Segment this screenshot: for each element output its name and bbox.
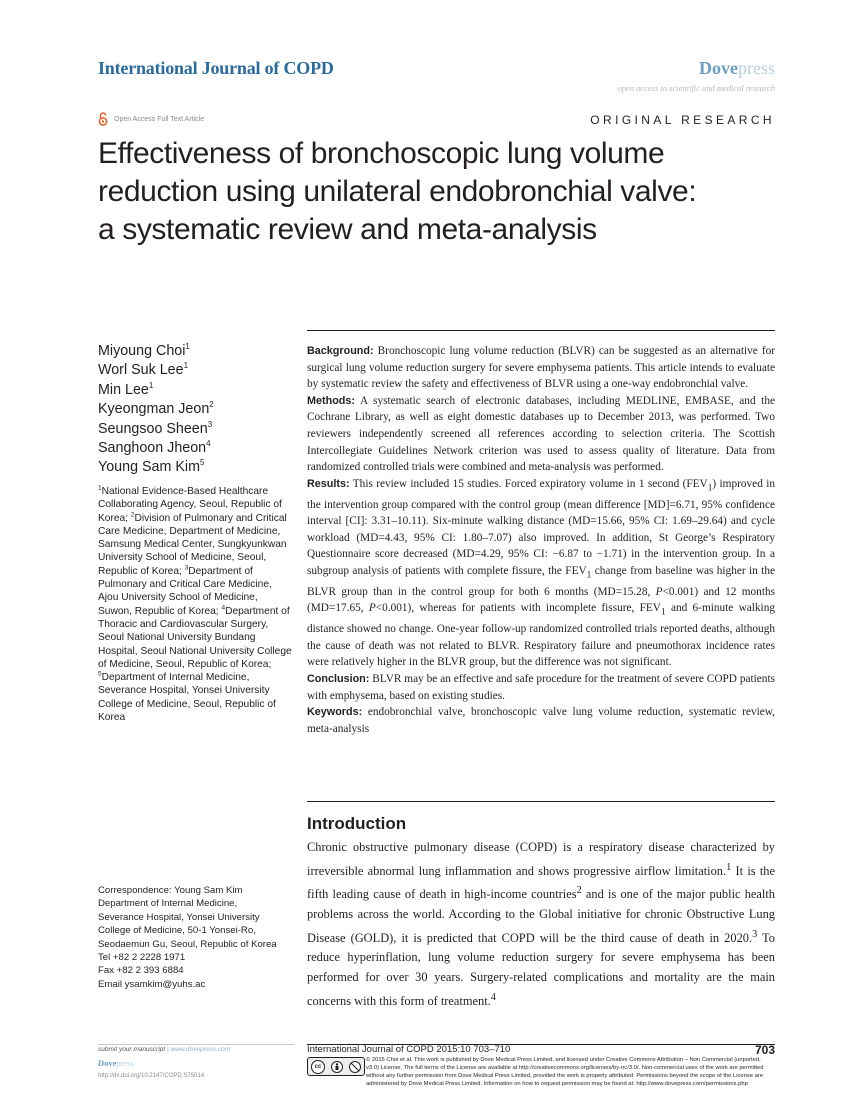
license-text: © 2015 Choi et al. This work is published by Dove Medical Press Limited, and licensed under Creative Commons Attribution – Non Commercial (unported, v3.0) License. The full terms of the License are available at http://creativecommons.org/licenses/by-nc/3.0/. Non-commercial uses of the work are permitted without any further permission from Dove Medical Press Limited, provided the work is properly attributed. Permissions beyond the scope of the License are administered by Dove Medical Press Limited. Information on how to request permission may be found at: http://www.dovepress.com/permissions.php bbox=[366, 1057, 764, 1087]
title-line: a systematic review and meta-analysis bbox=[98, 213, 597, 246]
introduction-paragraph: Chronic obstructive pulmonary disease (COPD) is a respiratory disease characterized by irreversible abnormal lung inflammation and shows progressive airflow limitation.$^1$ It is the fifth leading cause of death in high-income countries$^2$ and is one of the major public health problems across the world. According to the Global initiative for chronic Obstructive Lung Disease (GOLD), it is predicted that COPD will be the third cause of death in 2020.$^3$ To reduce hyperinflation, lung volume reduction surgery for severe emphysema has been performed for over 30 years. Surgery-related complications and mortality are the main concerns with this form of treatment.$^4$ bbox=[307, 840, 775, 1008]
correspondence-line: Department of Internal Medicine, bbox=[98, 898, 238, 910]
correspondence-line: Correspondence: Young Sam Kim bbox=[98, 885, 243, 896]
open-access-icon bbox=[98, 112, 108, 126]
title-line: reduction using unilateral endobronchial valve: bbox=[98, 175, 697, 208]
introduction-heading: Introduction bbox=[307, 814, 407, 833]
reference-link[interactable]: 1 bbox=[726, 861, 732, 873]
author: Young Sam Kim$^5$ bbox=[98, 458, 205, 476]
doi-link[interactable]: http://dx.doi.org/10.2147/COPD.S75014 bbox=[98, 1073, 205, 1079]
title-line: Effectiveness of bronchoscopic lung volume bbox=[98, 137, 665, 170]
correspondence-email[interactable]: Email ysamkim@yuhs.ac bbox=[98, 978, 206, 990]
abstract-top-rule bbox=[307, 330, 775, 331]
tagline: open access to scientific and medical research bbox=[617, 83, 775, 93]
reference-link[interactable]: 4 bbox=[490, 991, 496, 1003]
author: Sanghoon Jheon$^4$ bbox=[98, 439, 211, 457]
abstract bbox=[307, 343, 775, 737]
correspondence-line: Seodaemun Gu, Seoul, Republic of Korea bbox=[98, 938, 277, 950]
citation: International Journal of COPD 2015:10 703–710 bbox=[307, 1044, 511, 1055]
correspondence-line: College of Medicine, 50-1 Yonsei-Ro, bbox=[98, 925, 256, 937]
cc-license-badge[interactable] bbox=[307, 1057, 365, 1076]
noncommercial-icon bbox=[349, 1061, 361, 1073]
author: Worl Suk Lee$^1$ bbox=[98, 361, 189, 379]
attribution-icon bbox=[331, 1061, 343, 1073]
abstract-results: Results: This review included 15 studies. Forced expiratory volume in 1 second $(FEV_1)$ improved in the intervention group compared with the control group (mean difference [MD]=6.71, 95% confidence interval [CI]: 3.31–10.11). Six-minute walking distance (MD=15.66, 95% CI: 1.69–29.64) and cycle workload (MD=4.43, 95% CI: 1.80–7.07) also improved. In addition, St George’s Respiratory Questionnaire score decreased (MD=4.29, 95% CI: −6.87 to −1.71) in the intervention group. In a subgroup analysis of patients with complete fissure, the $FEV_1$ change from baseline was higher in the BLVR group than in the control group for both 6 months (MD=15.28, P<0.001) and 12 months (MD=17.65, P<0.001), whereas for patients with incomplete fissure, $FEV_1$ and 6-minute walking distance showed no change. One-year follow-up randomized controlled trials reported deaths, although the cause of death was not related to BLVR. Respiratory failure and pneumothorax incidence rates were relatively higher in the BLVR group, but the difference was not significant. bbox=[307, 477, 776, 669]
reference-link[interactable]: 2 bbox=[576, 885, 582, 897]
dovepress-logo[interactable] bbox=[699, 58, 775, 79]
dovepress-footer-logo[interactable]: Dovepress bbox=[98, 1058, 134, 1068]
correspondence bbox=[98, 884, 298, 991]
correspondence-line: Tel +82 2 2228 1971 bbox=[98, 952, 186, 964]
page-number: 703 bbox=[754, 1043, 775, 1057]
abstract-background: Background: Bronchoscopic lung volume reduction (BLVR) can be suggested as an alternative for surgical lung volume reduction surgery for severe emphysema patients. This article intends to evaluate by systematic review the safety and effectiveness of BLVR using a one-way endobronchial valve. bbox=[307, 345, 775, 391]
author-list bbox=[98, 342, 298, 478]
author: Seungsoo Sheen$^3$ bbox=[98, 419, 213, 437]
abstract-methods: Methods: A systematic search of electronic databases, including MEDLINE, EMBASE, and the Cochrane Library, as well as eight domestic databases up to December 2013, was performed. Two reviewers independently screened all references according to selection criteria. The Scottish Intercollegiate Guidelines Network criterion was used to assess quality of literature. Data from randomized controlled trials were combined and meta-analysis was performed. bbox=[307, 394, 775, 474]
author: Miyoung Choi$^1$ bbox=[98, 342, 190, 359]
open-access-label: Open Access Full Text Article bbox=[114, 115, 205, 123]
footer-rule-left bbox=[98, 1044, 294, 1045]
correspondence-line: Fax +82 2 393 6884 bbox=[98, 965, 184, 977]
abstract-conclusion: Conclusion: BLVR may be an effective and safe procedure for the treatment of severe COPD patients with emphysema, based on existing studies. bbox=[307, 673, 775, 702]
open-access-badge bbox=[98, 112, 204, 126]
reference-link[interactable]: 3 bbox=[752, 928, 758, 940]
abstract-bottom-rule bbox=[307, 801, 775, 802]
affiliations: $^1$National Evidence-Based Healthcare Collaborating Agency, Seoul, Republic of Korea; $^2$Division of Pulmonary and Critical Care Medicine, Department of Medicine, Samsung Medical Center, Sungkyunkwan University School of Medicine, Seoul, Republic of Korea; $^3$Department of Pulmonary and Critical Care Medicine, Ajou University School of Medicine, Suwon, Republic of Korea; $^4$Department of Thoracic and Cardiovascular Surgery, Seoul National University Bundang Hospital, Seoul National University College of Medicine, Seoul, Republic of Korea; $^5$Department of Internal Medicine, Severance Hospital, Yonsei University College of Medicine, Seoul, Republic of Korea bbox=[98, 484, 292, 724]
article-title bbox=[98, 135, 778, 249]
cc-badge-label: cc bbox=[311, 1060, 325, 1074]
submit-manuscript-link[interactable]: submit your manuscript | www.dovepress.com bbox=[98, 1046, 231, 1053]
author: Min Lee$^1$ bbox=[98, 381, 154, 398]
introduction-text bbox=[307, 838, 775, 1011]
abstract-keywords: Keywords: endobronchial valve, bronchoscopic valve lung volume reduction, systematic review, meta-analysis bbox=[307, 706, 775, 735]
journal-name: International Journal of COPD bbox=[98, 58, 334, 78]
correspondence-line: Severance Hospital, Yonsei University bbox=[98, 911, 260, 923]
author: Kyeongman Jeon$^2$ bbox=[98, 400, 214, 418]
article-type: ORIGINAL RESEARCH bbox=[590, 113, 775, 127]
brand-dove: Dove bbox=[699, 58, 738, 78]
brand-press: press bbox=[738, 58, 775, 78]
